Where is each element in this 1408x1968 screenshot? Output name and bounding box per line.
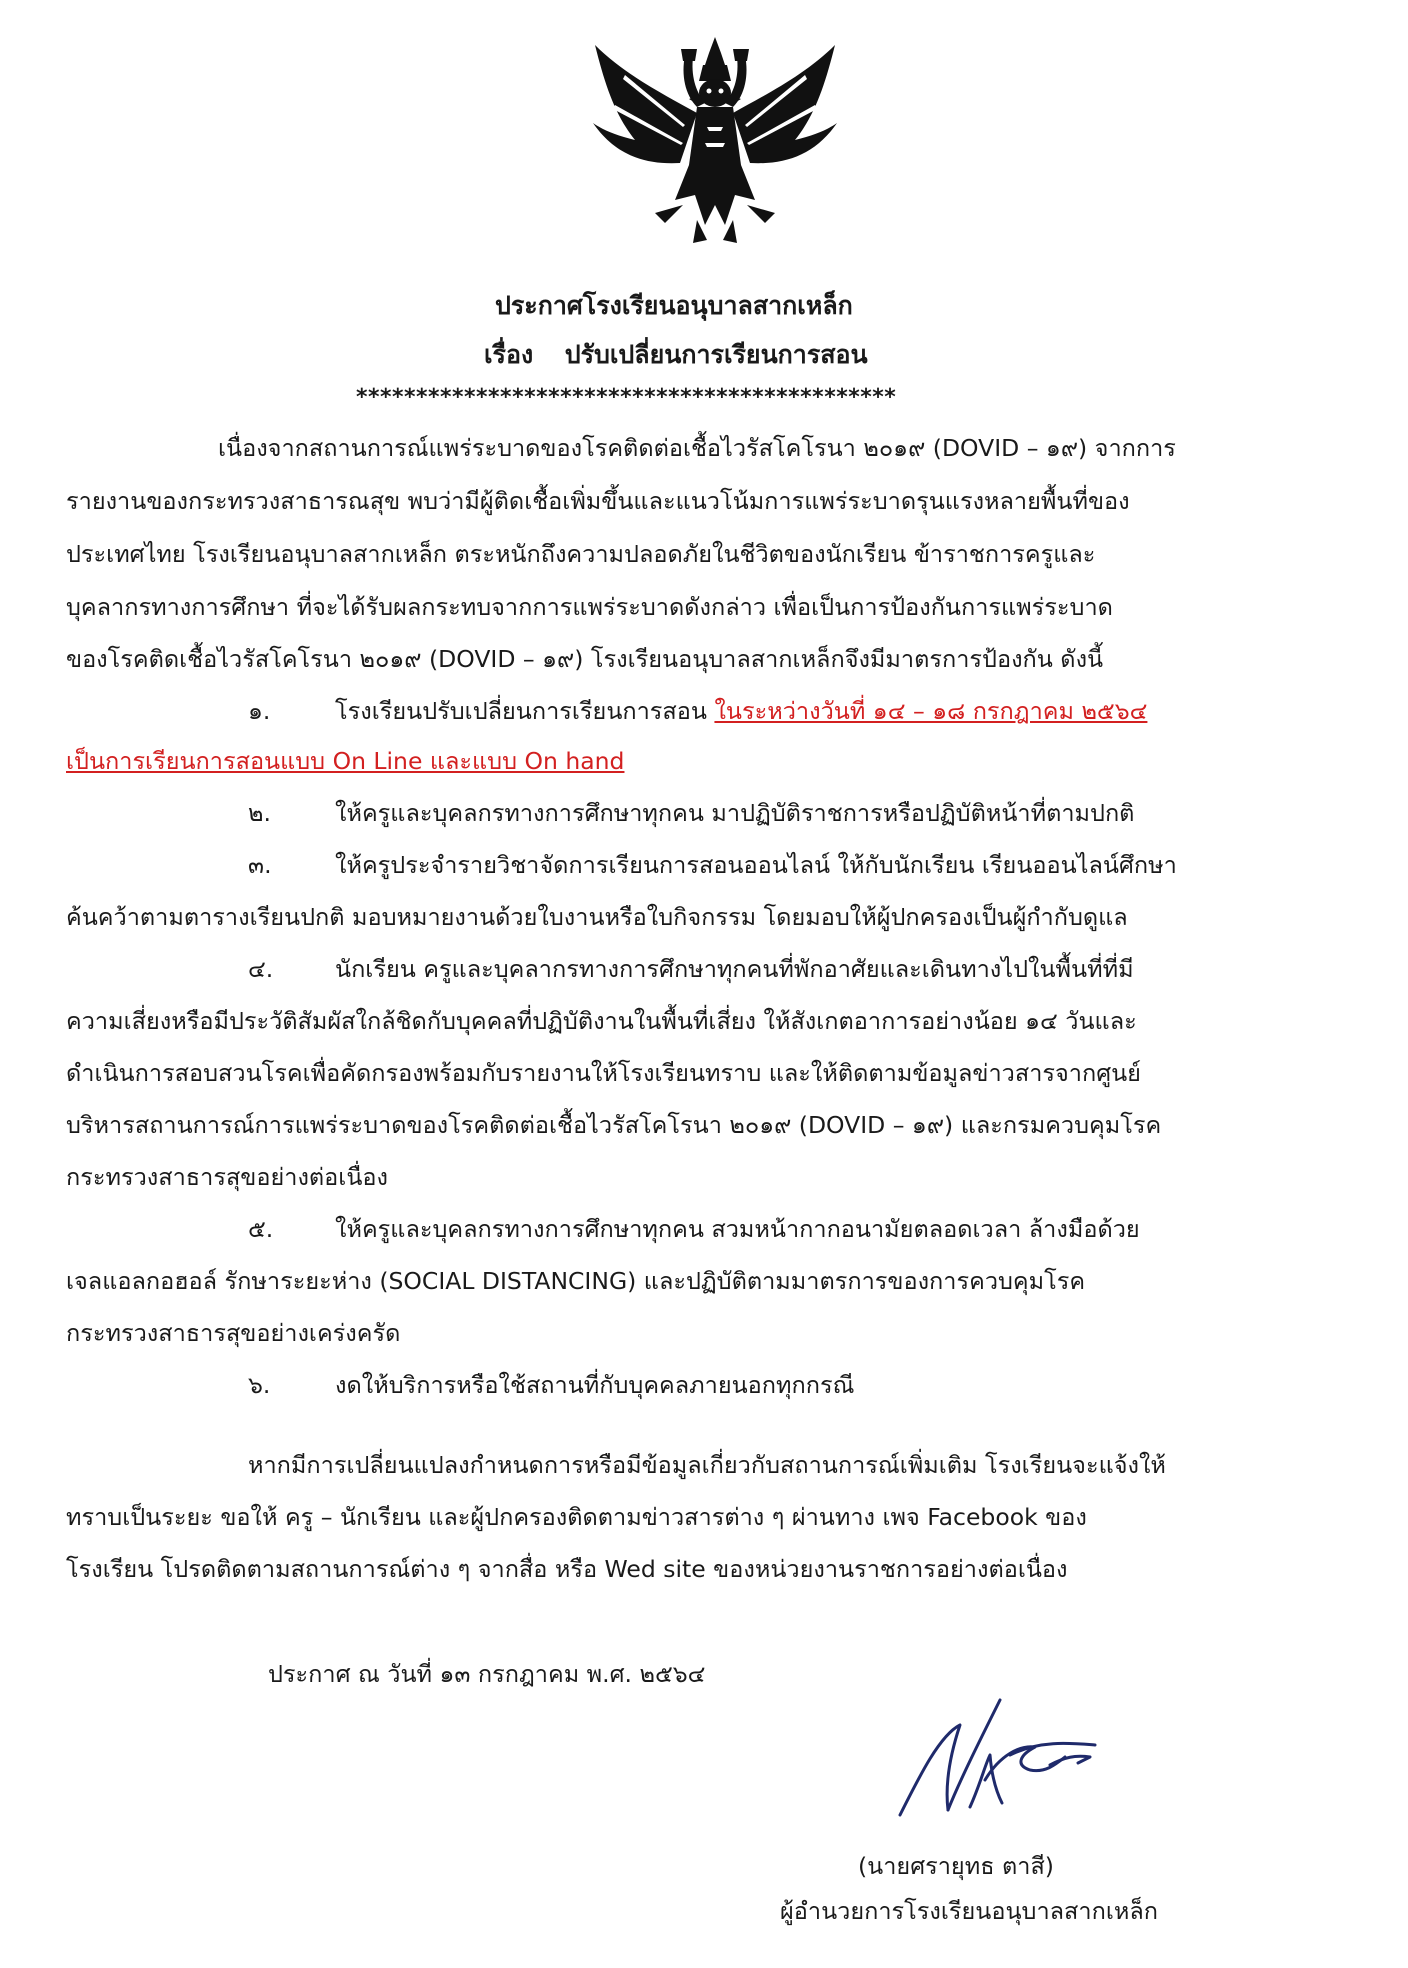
intro-line: รายงานของกระทรวงสาธารณสุข พบว่ามีผู้ติดเชื้อเพิ่มขึ้นและแนวโน้มการแพร่ระบาดรุนแรงหลายพื้นที่ของ: [66, 487, 1130, 515]
item-number: ๓.: [248, 851, 272, 879]
garuda-emblem-icon: [585, 35, 845, 250]
subject-label: เรื่อง: [484, 340, 534, 369]
item-number: ๔.: [248, 955, 274, 983]
intro-line: ประเทศไทย โรงเรียนอนุบาลสากเหล็ก ตระหนักถึงความปลอดภัยในชีวิตของนักเรียน ข้าราชการครูและ: [66, 540, 1096, 568]
list-item: [335, 694, 1147, 728]
item-continuation: เจลแอลกอฮอล์ รักษาระยะห่าง (SOCIAL DISTANCING) และปฏิบัติตามมาตรการของการควบคุมโรค: [66, 1267, 1086, 1295]
announce-date: ประกาศ ณ วันที่ ๑๓ กรกฎาคม พ.ศ. ๒๕๖๔: [268, 1660, 706, 1688]
item-text: ให้ครูและบุคลกรทางการศึกษาทุกคน มาปฏิบัติราชการหรือปฏิบัติหน้าที่ตามปกติ: [335, 799, 1135, 827]
item-number: ๒.: [248, 799, 271, 827]
item-text: โรงเรียนปรับเปลี่ยนการเรียนการสอน: [335, 697, 707, 725]
highlighted-teaching-mode: เป็นการเรียนการสอนแบบ On Line และแบบ On hand: [66, 747, 625, 775]
asterisk-divider: *********************************************: [356, 385, 897, 410]
closing-line: หากมีการเปลี่ยนแปลงกำหนดการหรือมีข้อมูลเกี่ยวกับสถานการณ์เพิ่มเติม โรงเรียนจะแจ้งให้: [248, 1451, 1166, 1479]
item-continuation: ค้นคว้าตามตารางเรียนปกติ มอบหมายงานด้วยใบงานหรือใบกิจกรรม โดยมอบให้ผู้ปกครองเป็นผู้กำกับดูแล: [66, 903, 1128, 931]
item-continuation: กระทรวงสาธารสุขอย่างต่อเนื่อง: [66, 1163, 388, 1191]
item-continuation: กระทรวงสาธารสุขอย่างเคร่งครัด: [66, 1319, 401, 1347]
item-continuation: ความเสี่ยงหรือมีประวัติสัมผัสใกล้ชิดกับบุคคลที่ปฏิบัติงานในพื้นที่เสี่ยง ให้สังเกตอาการอย่างน้อย ๑๔ วันและ: [66, 1007, 1137, 1035]
intro-line: ของโรคติดเชื้อไวรัสโคโรนา ๒๐๑๙ (DOVID – ๑๙) โรงเรียนอนุบาลสากเหล็กจึงมีมาตรการป้องกัน ดังนี้: [66, 645, 1104, 673]
item-text: งดให้บริการหรือใช้สถานที่กับบุคคลภายนอกทุกกรณี: [335, 1371, 855, 1399]
item-text: นักเรียน ครูและบุคลากรทางการศึกษาทุกคนที่พักอาศัยและเดินทางไปในพื้นที่ที่มี: [335, 955, 1134, 983]
item-continuation: บริหารสถานการณ์การแพร่ระบาดของโรคติดต่อเชื้อไวรัสโคโรนา ๒๐๑๙ (DOVID – ๑๙) และกรมควบคุมโรค: [66, 1111, 1162, 1139]
item-continuation: ดำเนินการสอบสวนโรคเพื่อคัดกรองพร้อมกับรายงานให้โรงเรียนทราบ และให้ติดตามข้อมูลข่าวสารจากศูนย์: [66, 1059, 1141, 1087]
item-text: ให้ครูและบุคลกรทางการศึกษาทุกคน สวมหน้ากากอนามัยตลอดเวลา ล้างมือด้วย: [335, 1215, 1140, 1243]
item-text: ให้ครูประจำรายวิชาจัดการเรียนการสอนออนไลน์ ให้กับนักเรียน เรียนออนไลน์ศึกษา: [335, 851, 1177, 879]
item-number: ๕.: [248, 1215, 274, 1243]
item-number: ๖.: [248, 1371, 271, 1399]
handwritten-signature-icon: [890, 1685, 1130, 1825]
announcement-title: ประกาศโรงเรียนอนุบาลสากเหล็ก: [495, 291, 853, 320]
subject-text: ปรับเปลี่ยนการเรียนการสอน: [564, 340, 868, 369]
intro-line: เนื่องจากสถานการณ์แพร่ระบาดของโรคติดต่อเชื้อไวรัสโคโรนา ๒๐๑๙ (DOVID – ๑๙) จากการ: [218, 434, 1176, 462]
closing-line: โรงเรียน โปรดติดตามสถานการณ์ต่าง ๆ จากสื่อ หรือ Wed site ของหน่วยงานราชการอย่างต่อเนื่อง: [66, 1555, 1068, 1583]
announcement-subject: [484, 335, 868, 375]
intro-line: บุคลากรทางการศึกษา ที่จะได้รับผลกระทบจากการแพร่ระบาดดังกล่าว เพื่อเป็นการป้องกันการแพร่ระบาด: [66, 593, 1113, 621]
item-number: ๑.: [248, 697, 271, 725]
closing-line: ทราบเป็นระยะ ขอให้ ครู – นักเรียน และผู้ปกครองติดตามข่าวสารต่าง ๆ ผ่านทาง เพจ Facebook ของ: [66, 1503, 1087, 1531]
signer-title: ผู้อำนวยการโรงเรียนอนุบาลสากเหล็ก: [780, 1897, 1158, 1925]
signer-name: (นายศรายุทธ ตาสี): [858, 1852, 1054, 1880]
highlighted-date-range: ในระหว่างวันที่ ๑๔ – ๑๘ กรกฎาคม ๒๕๖๔: [714, 697, 1148, 725]
